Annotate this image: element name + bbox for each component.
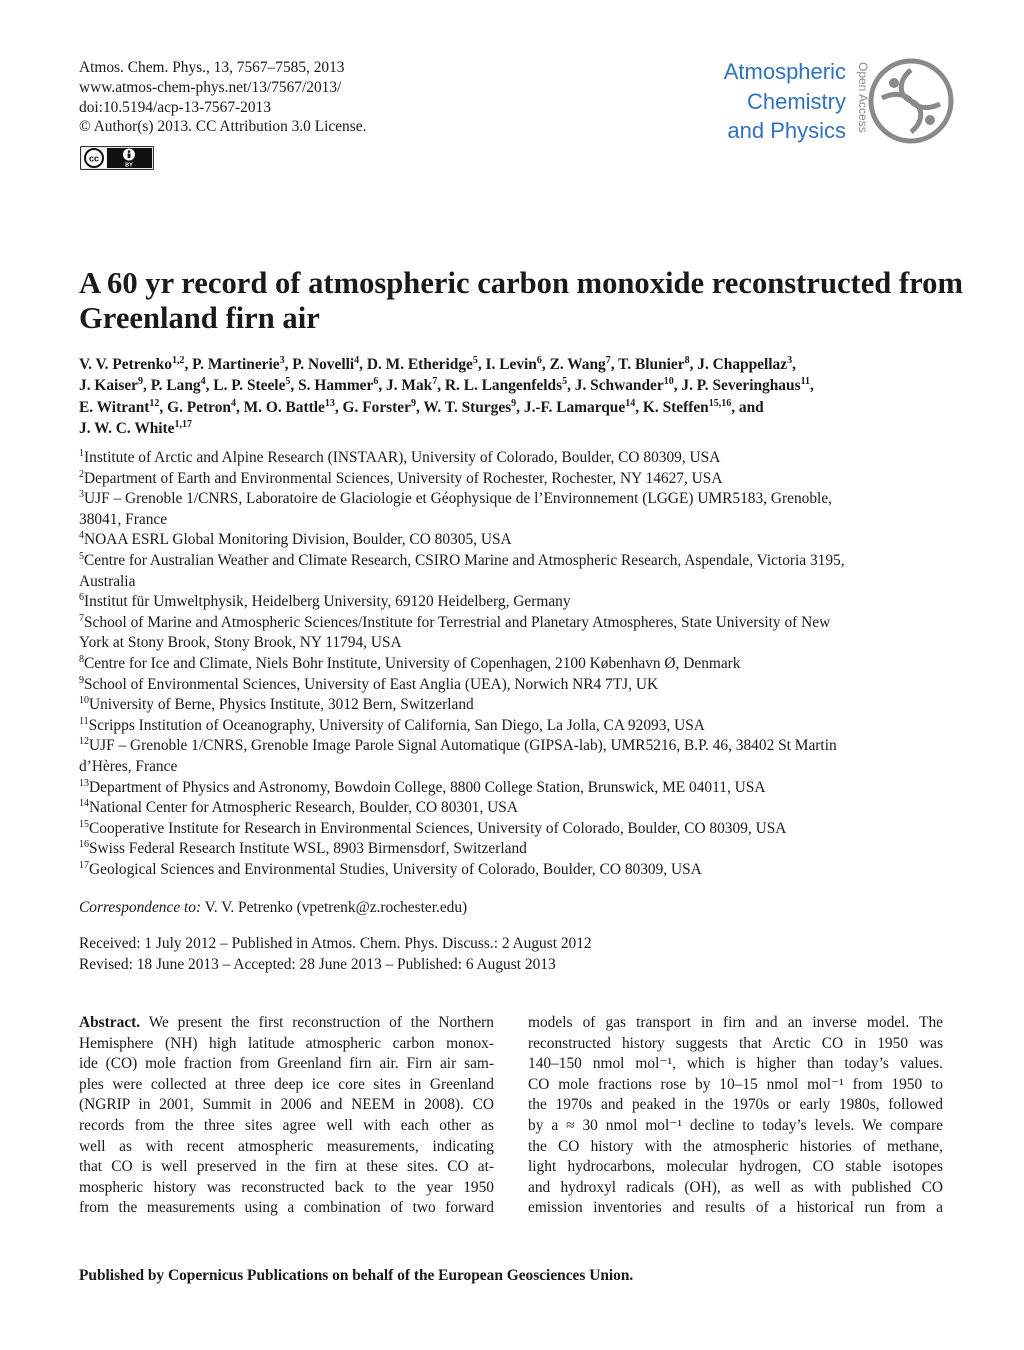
affiliation-number: 5 xyxy=(79,550,84,562)
abstract-text: We present the first reconstruction of the Northern xyxy=(140,1014,494,1031)
affiliation-text: Institut für Umweltphysik, Heidelberg University, 69120 Heidelberg, Germany xyxy=(84,593,571,611)
author-line xyxy=(79,354,959,375)
author-name: , R. L. Langenfelds xyxy=(437,377,563,395)
affiliation-item xyxy=(79,839,959,860)
author-name: , J. Schwander xyxy=(567,377,664,395)
affiliation-item xyxy=(79,572,959,593)
abstract-line xyxy=(528,1013,943,1034)
affiliation-number: 13 xyxy=(79,777,89,789)
author-affiliation-marker: 15,16 xyxy=(708,397,732,409)
author-name: E. Witrant xyxy=(79,398,150,416)
author-name: , J. Chappellaz xyxy=(689,356,788,373)
abstract-line xyxy=(528,1034,943,1055)
affiliation-text: School of Environmental Sciences, University of East Anglia (UEA), Norwich NR4 7TJ, UK xyxy=(84,675,659,693)
author-name: , xyxy=(810,377,814,395)
abstract-text: the 1970s and peaked in the 1970s or early 1980s, followed xyxy=(528,1096,943,1114)
cc-by-text: BY xyxy=(125,162,133,169)
abstract-text: records from the three sites agree well with each other as xyxy=(79,1116,494,1134)
author-affiliation-marker: 1,2 xyxy=(171,355,185,366)
abstract-line xyxy=(79,1054,494,1075)
author-affiliation-marker: 4 xyxy=(200,376,206,388)
affiliation-item xyxy=(79,530,959,551)
abstract-line xyxy=(528,1157,943,1178)
affiliation-text: York at Stony Brook, Stony Brook, NY 11794, USA xyxy=(79,634,402,652)
author-name: , and xyxy=(731,398,764,416)
author-name: , P. Novelli xyxy=(284,356,355,373)
affiliation-text: UJF – Grenoble 1/CNRS, Grenoble Image Parole Signal Automatique (GIPSA-lab), UMR5216, B.P. 46, 38402 St Martin xyxy=(89,737,837,755)
abstract-line xyxy=(528,1116,943,1137)
abstract-line xyxy=(79,1095,494,1116)
affiliation-number: 11 xyxy=(79,715,89,727)
affiliation-number: 3 xyxy=(79,489,84,501)
abstract-text: models of gas transport in firn and an inverse model. The xyxy=(528,1014,943,1031)
author-line xyxy=(79,375,959,396)
author-affiliation-marker: 6 xyxy=(373,376,379,388)
abstract-text: and hydroxyl radicals (OH), as well as with published CO xyxy=(528,1178,943,1196)
author-name: , Z. Wang xyxy=(541,356,606,373)
affiliation-text: Swiss Federal Research Institute WSL, 8903 Birmensdorf, Switzerland xyxy=(89,840,527,858)
author-name: , M. O. Battle xyxy=(235,398,325,416)
affiliation-number: 4 xyxy=(79,530,84,542)
affiliation-item xyxy=(79,695,959,716)
affiliation-number: 8 xyxy=(79,653,84,665)
affiliation-text: Scripps Institution of Oceanography, University of California, San Diego, La Jolla, CA 92093, USA xyxy=(88,716,705,734)
dates-line: Revised: 18 June 2013 – Accepted: 28 June 2013 – Published: 6 August 2013 xyxy=(79,955,556,973)
affiliation-item xyxy=(79,716,959,737)
title-line: A 60 yr record of atmospheric carbon monoxide reconstructed from xyxy=(79,266,963,300)
abstract-line xyxy=(79,1178,494,1199)
author-affiliation-marker: 6 xyxy=(536,355,542,366)
author-affiliation-marker: 5 xyxy=(285,376,291,388)
affiliation-text: University of Berne, Physics Institute, 3012 Bern, Switzerland xyxy=(89,696,474,714)
abstract-text: that CO is well preserved in the firn at these sites. CO at- xyxy=(79,1158,494,1176)
author-line xyxy=(79,418,959,439)
affiliation-text: NOAA ESRL Global Monitoring Division, Boulder, CO 80305, USA xyxy=(84,531,512,549)
affiliation-number: 10 xyxy=(79,695,89,707)
affiliation-item xyxy=(79,448,959,469)
abstract-line xyxy=(79,1198,494,1219)
author-affiliation-marker: 4 xyxy=(230,397,236,409)
author-affiliation-marker: 7 xyxy=(605,355,611,366)
author-affiliation-marker: 3 xyxy=(279,355,285,366)
abstract-line xyxy=(79,1116,494,1137)
affiliation-text: Centre for Australian Weather and Climate Research, CSIRO Marine and Atmospheric Research, Aspendale, Victoria 3195, xyxy=(84,551,845,569)
affiliation-list xyxy=(79,448,959,880)
affiliation-text: Department of Earth and Environmental Sciences, University of Rochester, Rochester, NY 14627, USA xyxy=(84,469,723,487)
affiliation-number: 12 xyxy=(79,736,89,748)
journal-url[interactable]: www.atmos-chem-phys.net/13/7567/2013/ xyxy=(79,78,342,96)
affiliation-item xyxy=(79,798,959,819)
affiliation-item xyxy=(79,633,959,654)
abstract-line xyxy=(528,1198,943,1219)
affiliation-text: National Center for Atmospheric Research, Boulder, CO 80301, USA xyxy=(89,799,518,817)
affiliation-item xyxy=(79,654,959,675)
author-name: , P. Lang xyxy=(143,377,201,395)
affiliation-item xyxy=(79,819,959,840)
author-affiliation-marker: 14 xyxy=(625,397,636,409)
affiliation-text: Institute of Arctic and Alpine Research (INSTAAR), University of Colorado, Boulder, CO 80309, USA xyxy=(84,449,721,466)
affiliation-text: Department of Physics and Astronomy, Bowdoin College, 8800 College Station, Brunswick, ME 04011, USA xyxy=(89,778,766,796)
affiliation-text: School of Marine and Atmospheric Sciences/Institute for Terrestrial and Planetary Atmospheres, State University of New xyxy=(84,613,831,631)
title-line: Greenland firn air xyxy=(79,301,320,335)
citation-header xyxy=(79,58,366,137)
author-name: , J.-F. Lamarque xyxy=(516,398,626,416)
author-affiliation-marker: 5 xyxy=(472,355,478,366)
abstract-line xyxy=(79,1157,494,1178)
author-affiliation-marker: 1,17 xyxy=(174,418,192,430)
author-line xyxy=(79,397,959,418)
abstract-text: ples were collected at three deep ice core sites in Greenland xyxy=(79,1075,494,1093)
affiliation-number: 17 xyxy=(79,859,89,871)
affiliation-number: 9 xyxy=(79,674,84,686)
author-name: J. W. C. White xyxy=(79,419,175,437)
author-affiliation-marker: 3 xyxy=(787,355,793,366)
affiliation-item xyxy=(79,592,959,613)
author-name: , G. Forster xyxy=(334,398,411,416)
affiliation-number: 14 xyxy=(79,798,89,810)
affiliation-text: Cooperative Institute for Research in Environmental Sciences, University of Colorado, Boulder, CO 80309, USA xyxy=(89,819,787,837)
author-name: , xyxy=(792,356,796,373)
author-list xyxy=(79,354,959,439)
abstract-line xyxy=(79,1075,494,1096)
affiliation-item xyxy=(79,489,959,510)
affiliation-text: d’Hères, France xyxy=(79,757,178,775)
author-affiliation-marker: 9 xyxy=(511,397,517,409)
affiliation-item xyxy=(79,757,959,778)
abstract-text: mospheric history was reconstructed back to the year 1950 xyxy=(79,1178,494,1196)
author-name: , K. Steffen xyxy=(635,398,709,416)
abstract-line xyxy=(528,1095,943,1116)
correspondence-label: Correspondence to: xyxy=(79,899,202,916)
author-affiliation-marker: 5 xyxy=(562,376,568,388)
open-access-label xyxy=(846,60,870,142)
affiliation-item xyxy=(79,778,959,799)
abstract-text: (NGRIP in 2001, Summit in 2006 and NEEM in 2008). CO xyxy=(79,1096,494,1114)
affiliation-item xyxy=(79,613,959,634)
affiliation-number: 1 xyxy=(79,448,84,459)
affiliation-item xyxy=(79,860,959,881)
author-affiliation-marker: 10 xyxy=(663,376,674,388)
author-name: , L. P. Steele xyxy=(205,377,286,395)
abstract-line xyxy=(528,1178,943,1199)
author-name: , T. Blunier xyxy=(610,356,685,373)
abstract-label: Abstract. xyxy=(79,1014,141,1031)
affiliation-number: 6 xyxy=(79,592,84,604)
correspondence xyxy=(79,898,467,918)
license-line: © Author(s) 2013. CC Attribution 3.0 License. xyxy=(79,118,367,136)
affiliation-item xyxy=(79,551,959,572)
author-name: , I. Levin xyxy=(477,356,537,373)
author-name: , W. T. Sturges xyxy=(415,398,512,416)
author-name: , D. M. Etheridge xyxy=(359,356,473,373)
open-access-text: Open Access xyxy=(856,62,870,133)
correspondence-text: V. V. Petrenko (vpetrenk@z.rochester.edu) xyxy=(201,899,468,916)
author-affiliation-marker: 13 xyxy=(324,397,335,409)
abstract-text: reconstructed history suggests that Arctic CO in 1950 was xyxy=(528,1034,943,1052)
abstract-line xyxy=(79,1034,494,1055)
author-affiliation-marker: 9 xyxy=(410,397,416,409)
affiliation-item xyxy=(79,736,959,757)
author-affiliation-marker: 4 xyxy=(354,355,360,366)
doi[interactable]: doi:10.5194/acp-13-7567-2013 xyxy=(79,98,271,116)
author-affiliation-marker: 7 xyxy=(432,376,438,388)
abstract-text: light hydrocarbons, molecular hydrogen, CO stable isotopes xyxy=(528,1158,943,1176)
abstract-text: ide (CO) mole fraction from Greenland firn air. Firn air sam- xyxy=(79,1055,494,1073)
egu-logo-icon xyxy=(868,58,954,144)
abstract-text: Hemisphere (NH) high latitude atmospheric carbon monox- xyxy=(79,1034,494,1052)
affiliation-item xyxy=(79,510,959,531)
abstract-line xyxy=(79,1137,494,1158)
abstract-text: from the measurements using a combination of two forward xyxy=(79,1199,494,1217)
author-affiliation-marker: 11 xyxy=(800,376,811,388)
author-name: V. V. Petrenko xyxy=(79,356,172,373)
affiliation-number: 2 xyxy=(79,468,84,480)
affiliation-text: Centre for Ice and Climate, Niels Bohr Institute, University of Copenhagen, 2100 København Ø, Denmark xyxy=(84,654,741,672)
abstract-line xyxy=(528,1075,943,1096)
dates-line: Received: 1 July 2012 – Published in Atmos. Chem. Phys. Discuss.: 2 August 2012 xyxy=(79,935,592,952)
paper-title xyxy=(79,266,963,336)
abstract-column-left xyxy=(79,1013,494,1219)
abstract-line xyxy=(528,1137,943,1158)
journal-name-line: Chemistry xyxy=(746,88,846,114)
abstract-text: 140–150 nmol mol⁻¹, which is higher than today’s values. xyxy=(528,1055,943,1073)
abstract-text: emission inventories and results of a historical run from a xyxy=(528,1199,943,1217)
abstract-line xyxy=(528,1054,943,1075)
author-name: , S. Hammer xyxy=(290,377,374,395)
affiliation-text: UJF – Grenoble 1/CNRS, Laboratoire de Glaciologie et Géophysique de l’Environnement (LGGE) UMR5183, Grenoble, xyxy=(84,490,832,508)
publication-dates xyxy=(79,934,592,975)
journal-name-line: Atmospheric xyxy=(723,59,846,84)
journal-name xyxy=(692,57,846,146)
affiliation-item xyxy=(79,469,959,490)
affiliation-number: 15 xyxy=(79,818,89,830)
journal-name-line: and Physics xyxy=(727,118,846,143)
affiliation-text: 38041, France xyxy=(79,510,168,528)
publisher-footer: Published by Copernicus Publications on behalf of the European Geosciences Union. xyxy=(79,1267,634,1284)
abstract-text: well as with recent atmospheric measurements, indicating xyxy=(79,1137,494,1155)
affiliation-text: Australia xyxy=(79,572,136,590)
citation-line: Atmos. Chem. Phys., 13, 7567–7585, 2013 xyxy=(79,59,345,76)
author-name: , J. P. Severinghaus xyxy=(673,377,801,395)
abstract-column-right xyxy=(528,1013,943,1219)
cc-by-license-icon[interactable] xyxy=(80,146,154,170)
abstract-text: CO mole fractions rose by 10–15 nmol mol⁻¹ from 1950 to xyxy=(528,1075,943,1093)
svg-text:cc: cc xyxy=(88,153,100,164)
author-name: , G. Petron xyxy=(159,398,231,416)
author-name: J. Kaiser xyxy=(79,377,138,395)
affiliation-item xyxy=(79,675,959,696)
affiliation-number: 7 xyxy=(79,612,84,624)
author-affiliation-marker: 12 xyxy=(149,397,160,409)
author-affiliation-marker: 9 xyxy=(138,376,143,388)
abstract-line xyxy=(79,1013,494,1034)
author-name: , P. Martinerie xyxy=(184,356,280,373)
affiliation-text: Geological Sciences and Environmental Studies, University of Colorado, Boulder, CO 80309, USA xyxy=(89,860,702,878)
abstract-text: the CO history with the atmospheric histories of methane, xyxy=(528,1137,943,1155)
author-name: , J. Mak xyxy=(378,377,433,395)
affiliation-number: 16 xyxy=(79,839,89,851)
abstract-text: by a ≈ 30 nmol mol⁻¹ decline to today’s levels. We compare xyxy=(528,1116,943,1134)
author-affiliation-marker: 8 xyxy=(684,355,690,366)
